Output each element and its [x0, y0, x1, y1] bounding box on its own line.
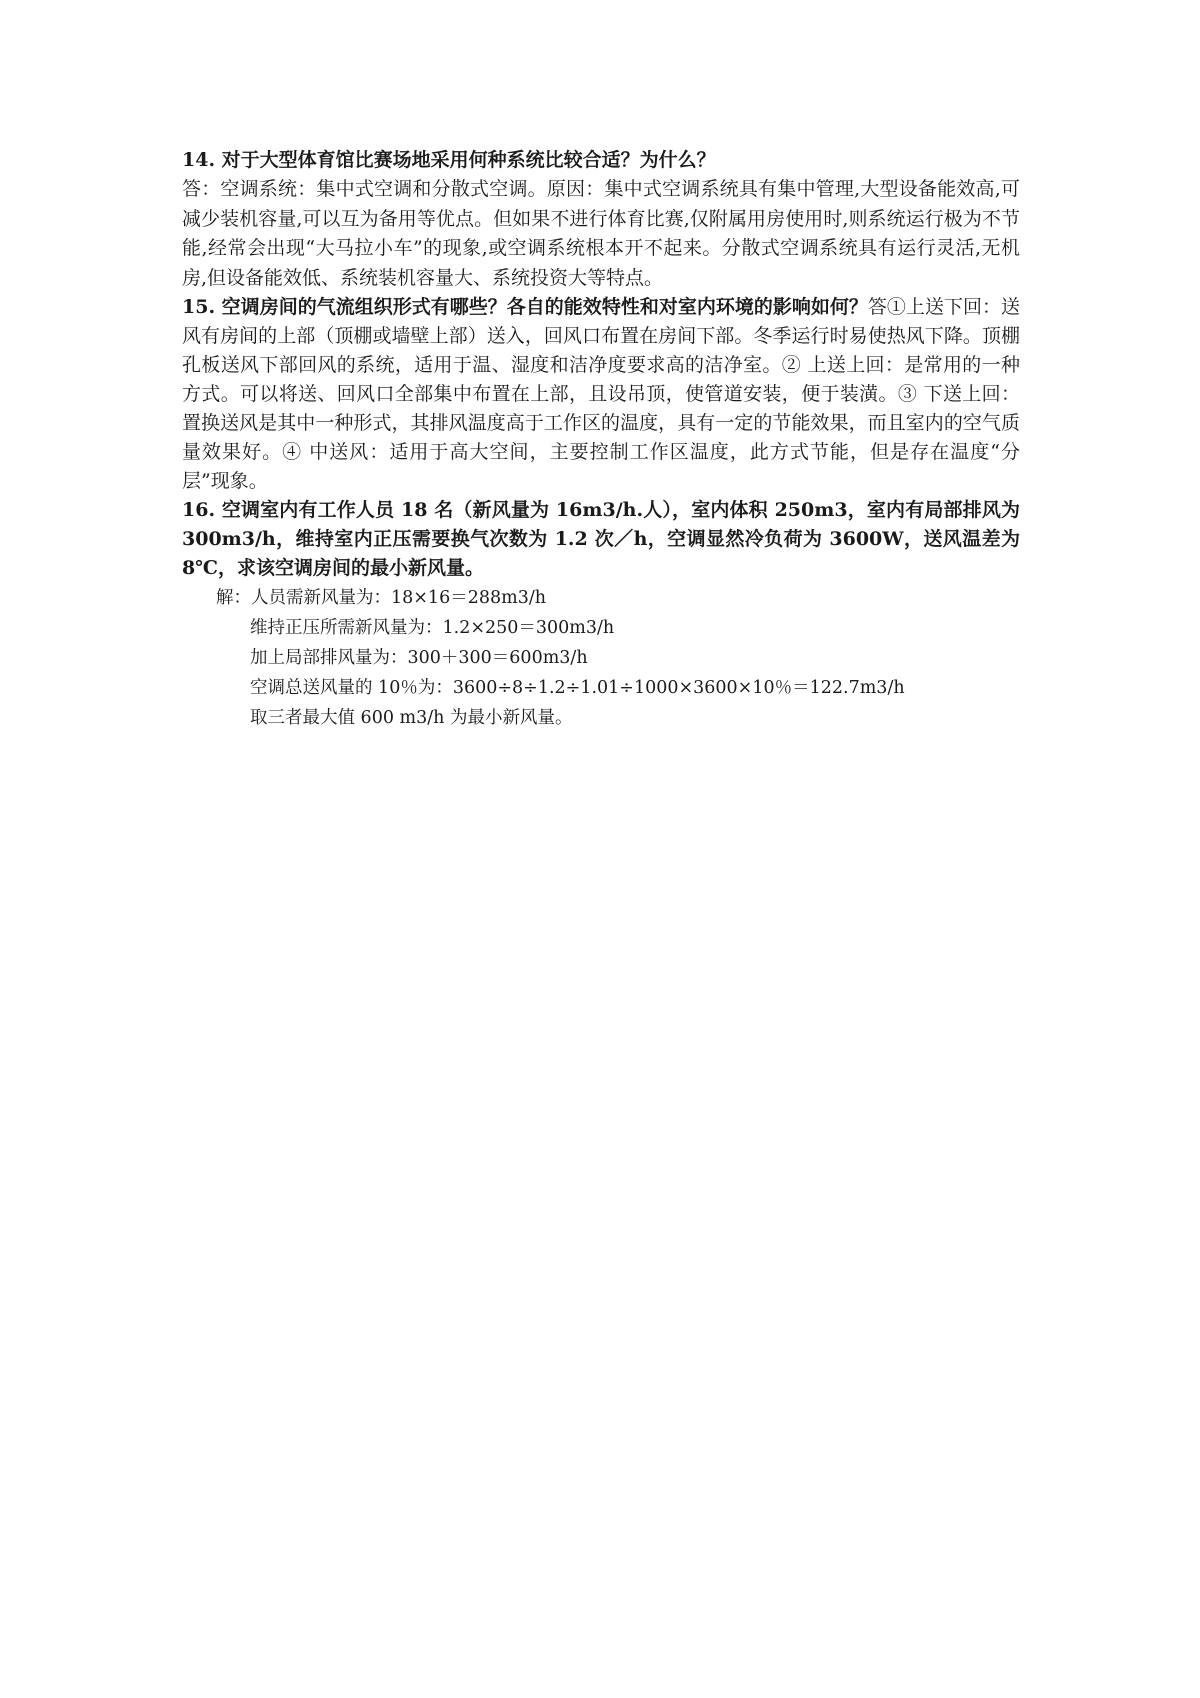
- solution-line: 加上局部排风量为：300＋300＝600m3/h: [250, 648, 588, 668]
- solution-line: 空调总送风量的 10％为：3600÷8÷1.2÷1.01÷1000×3600×10％＝122.7m3/h: [250, 678, 905, 698]
- question-16-title: 16. 空调室内有工作人员 18 名（新风量为 16m3/h.人），室内体积 250m3，室内有局部排风为 300m3/h，维持室内正压需要换气次数为 1.2 次／h，空调显然冷负荷为 3600W，送风温差为 8℃，求该空调房间的最小新风量。: [182, 499, 1020, 579]
- solution-line: 解：人员需新风量为：18×16＝288m3/h: [216, 588, 546, 608]
- solution-line: 维持正压所需新风量为：1.2×250＝300m3/h: [250, 618, 615, 638]
- question-15-answer: 答①上送下回：送风有房间的上部（顶棚或墙壁上部）送入，回风口布置在房间下部。冬季运行时易使热风下降。顶棚孔板送风下部回风的系统，适用于温、湿度和洁净度要求高的洁净室。② 上送上回：是常用的一种方式。可以将送、回风口全部集中布置在上部，且设吊顶，使管道安装，便于装潢。③ 下送上回：置换送风是其中一种形式，其排风温度高于工作区的温度，具有一定的节能效果，而且室内的空气质量效果好。④ 中送风：适用于高大空间，主要控制工作区温度，此方式节能，但是存在温度“分层”现象。: [182, 296, 1020, 492]
- question-15-title: 15. 空调房间的气流组织形式有哪些？各自的能效特性和对室内环境的影响如何？: [182, 296, 868, 318]
- question-15-block: [182, 293, 1020, 496]
- question-14-title: 14. 对于大型体育馆比赛场地采用何种系统比较合适？为什么？: [182, 149, 716, 171]
- question-14-answer: 答：空调系统：集中式空调和分散式空调。原因：集中式空调系统具有集中管理,大型设备能效高,可减少装机容量,可以互为备用等优点。但如果不进行体育比赛,仅附属用房使用时,则系统运行极为不节能,经常会出现“大马拉小车”的现象,或空调系统根本开不起来。分散式空调系统具有运行灵活,无机房,但设备能效低、系统装机容量大、系统投资大等特点。: [182, 178, 1020, 289]
- document-page: [182, 146, 1020, 733]
- solution-line: 取三者最大值 600 m3/h 为最小新风量。: [250, 708, 573, 728]
